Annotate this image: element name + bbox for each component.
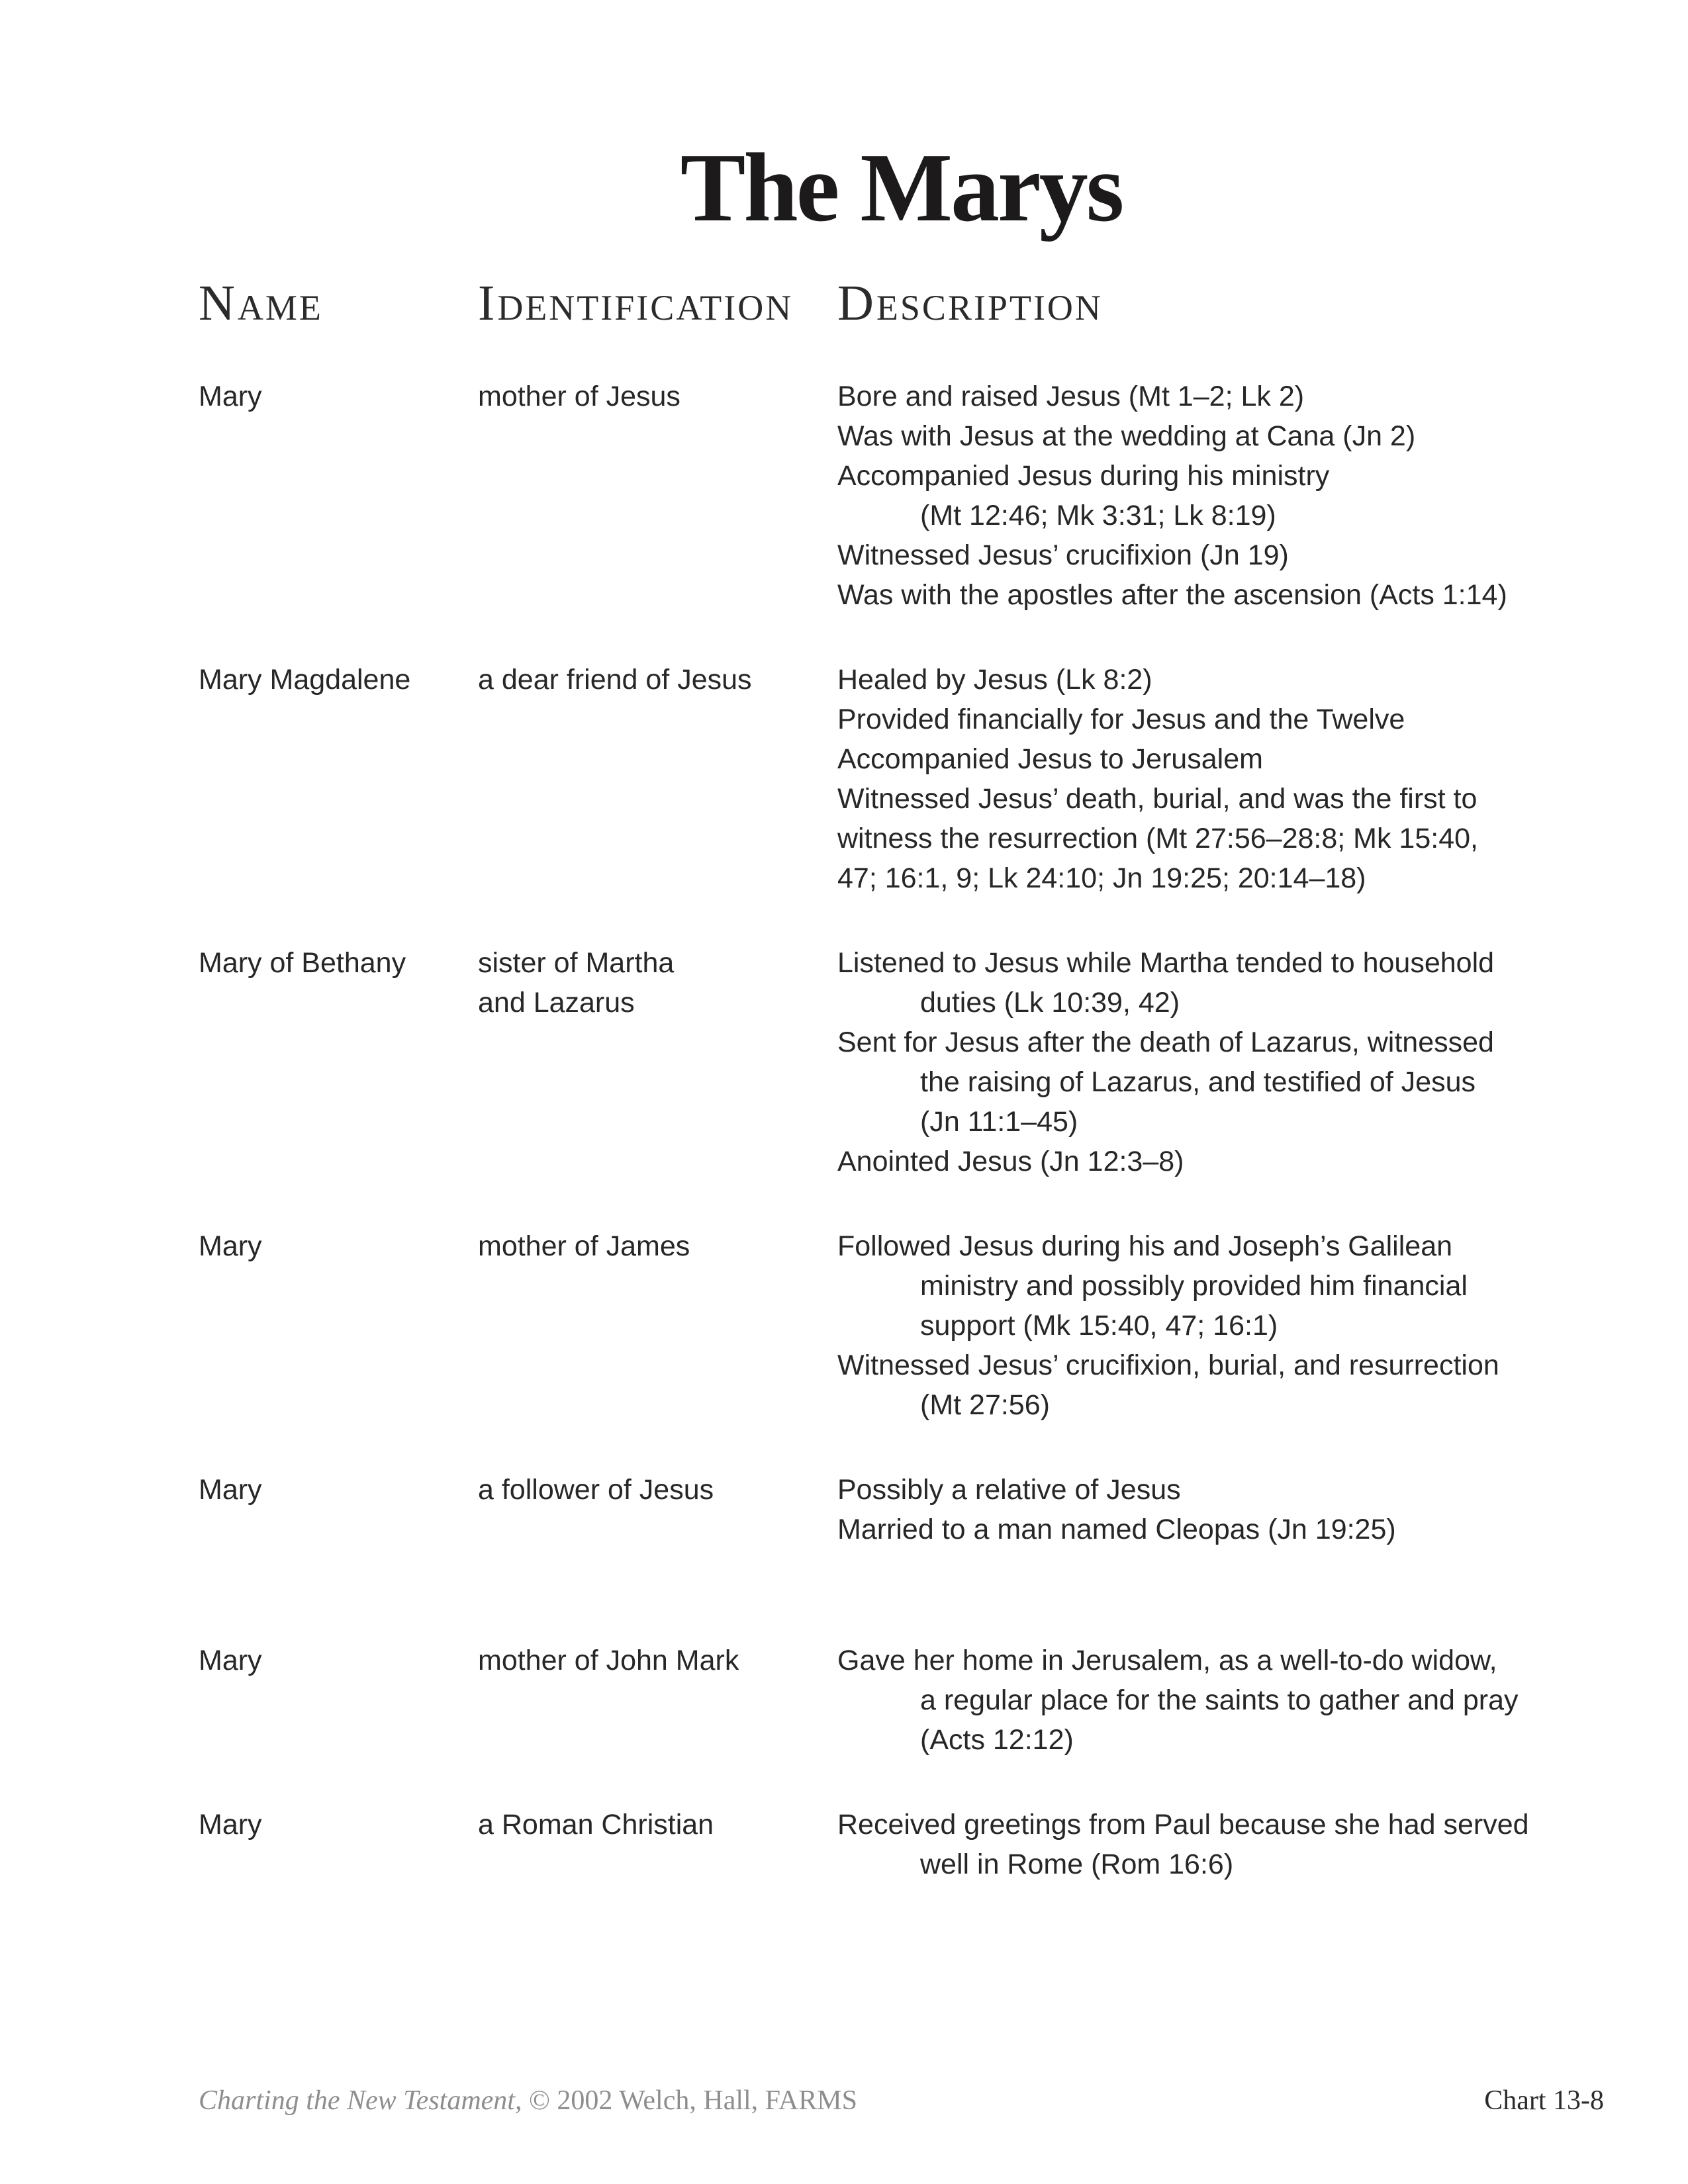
row-identification xyxy=(478,1470,837,1549)
identification-line: sister of Martha xyxy=(478,947,675,979)
description-line: witness the resurrection (Mt 27:56–28:8; Mk 15:40, xyxy=(837,823,1478,854)
name-line: Mary xyxy=(199,1230,262,1262)
row-description xyxy=(837,377,1604,615)
table-row xyxy=(199,943,1604,1181)
identification-line: and Lazarus xyxy=(478,987,635,1019)
description-line: duties (Lk 10:39, 42) xyxy=(920,987,1180,1019)
name-line: Mary of Bethany xyxy=(199,947,406,979)
row-name xyxy=(199,1641,478,1760)
row-name xyxy=(199,1226,478,1425)
footer-source xyxy=(199,2083,857,2118)
row-name xyxy=(199,660,478,898)
row-description xyxy=(837,1470,1604,1549)
identification-line: mother of James xyxy=(478,1230,690,1262)
description-line: Witnessed Jesus’ crucifixion, burial, and resurrection xyxy=(837,1349,1499,1381)
description-line: Gave her home in Jerusalem, as a well-to-do widow, xyxy=(837,1645,1497,1676)
description-line: Accompanied Jesus to Jerusalem xyxy=(837,743,1263,775)
identification-line: a dear friend of Jesus xyxy=(478,664,752,696)
description-line: Witnessed Jesus’ crucifixion (Jn 19) xyxy=(837,539,1289,571)
description-line: (Jn 11:1–45) xyxy=(920,1106,1078,1138)
page-footer xyxy=(199,2083,1604,2118)
description-line: Possibly a relative of Jesus xyxy=(837,1474,1181,1506)
column-header-name: NAME xyxy=(199,275,323,331)
description-line: Witnessed Jesus’ death, burial, and was the first to xyxy=(837,783,1477,815)
description-line: Married to a man named Cleopas (Jn 19:25) xyxy=(837,1514,1396,1545)
description-line: Healed by Jesus (Lk 8:2) xyxy=(837,664,1152,696)
row-identification xyxy=(478,377,837,615)
footer-book-title: Charting the New Testament, xyxy=(199,2085,522,2116)
name-line: Mary xyxy=(199,381,262,412)
column-header-identification: IDENTIFICATION xyxy=(478,275,794,331)
description-line: Anointed Jesus (Jn 12:3–8) xyxy=(837,1146,1184,1177)
row-description xyxy=(837,1641,1604,1760)
description-line: a regular place for the saints to gather and pray xyxy=(920,1684,1519,1716)
row-identification xyxy=(478,943,837,1181)
description-line: Sent for Jesus after the death of Lazarus, witnessed xyxy=(837,1026,1494,1058)
name-line: Mary Magdalene xyxy=(199,664,411,696)
description-line: Provided financially for Jesus and the Twelve xyxy=(837,704,1405,735)
table-row xyxy=(199,660,1604,898)
description-line: Followed Jesus during his and Joseph’s Galilean xyxy=(837,1230,1453,1262)
row-name xyxy=(199,377,478,615)
row-identification xyxy=(478,1805,837,1884)
identification-line: a Roman Christian xyxy=(478,1809,714,1841)
table-row xyxy=(199,1641,1604,1760)
page-content xyxy=(199,0,1604,1884)
footer-chart-label: Chart 13-8 xyxy=(1484,2085,1604,2116)
description-line: Accompanied Jesus during his ministry xyxy=(837,460,1330,492)
row-description xyxy=(837,660,1604,898)
row-name xyxy=(199,943,478,1181)
row-identification xyxy=(478,1226,837,1425)
column-header-description: DESCRIPTION xyxy=(837,275,1103,331)
table-row xyxy=(199,1226,1604,1425)
table-row xyxy=(199,377,1604,615)
column-headers xyxy=(199,275,1604,332)
description-line: (Mt 12:46; Mk 3:31; Lk 8:19) xyxy=(920,500,1276,531)
identification-line: mother of Jesus xyxy=(478,381,680,412)
table-row xyxy=(199,1805,1604,1884)
footer-credits: © 2002 Welch, Hall, FARMS xyxy=(522,2085,857,2116)
row-identification xyxy=(478,660,837,898)
description-line: Bore and raised Jesus (Mt 1–2; Lk 2) xyxy=(837,381,1305,412)
description-line: well in Rome (Rom 16:6) xyxy=(920,1848,1234,1880)
name-line: Mary xyxy=(199,1645,262,1676)
description-line: Listened to Jesus while Martha tended to household xyxy=(837,947,1495,979)
description-line: the raising of Lazarus, and testified of Jesus xyxy=(920,1066,1476,1098)
description-line: support (Mk 15:40, 47; 16:1) xyxy=(920,1310,1278,1342)
description-line: ministry and possibly provided him financial xyxy=(920,1270,1468,1302)
row-description xyxy=(837,943,1604,1181)
row-name xyxy=(199,1805,478,1884)
description-line: (Mt 27:56) xyxy=(920,1389,1050,1421)
description-line: 47; 16:1, 9; Lk 24:10; Jn 19:25; 20:14–18) xyxy=(837,862,1366,894)
identification-line: a follower of Jesus xyxy=(478,1474,714,1506)
row-identification xyxy=(478,1641,837,1760)
table-row xyxy=(199,1470,1604,1549)
name-line: Mary xyxy=(199,1474,262,1506)
page-title: The Marys xyxy=(680,134,1123,242)
row-description xyxy=(837,1805,1604,1884)
description-line: Was with Jesus at the wedding at Cana (Jn 2) xyxy=(837,420,1416,452)
name-line: Mary xyxy=(199,1809,262,1841)
row-description xyxy=(837,1226,1604,1425)
description-line: (Acts 12:12) xyxy=(920,1724,1074,1756)
description-line: Received greetings from Paul because she had served xyxy=(837,1809,1529,1841)
row-name xyxy=(199,1470,478,1549)
description-line: Was with the apostles after the ascension (Acts 1:14) xyxy=(837,579,1507,611)
identification-line: mother of John Mark xyxy=(478,1645,739,1676)
